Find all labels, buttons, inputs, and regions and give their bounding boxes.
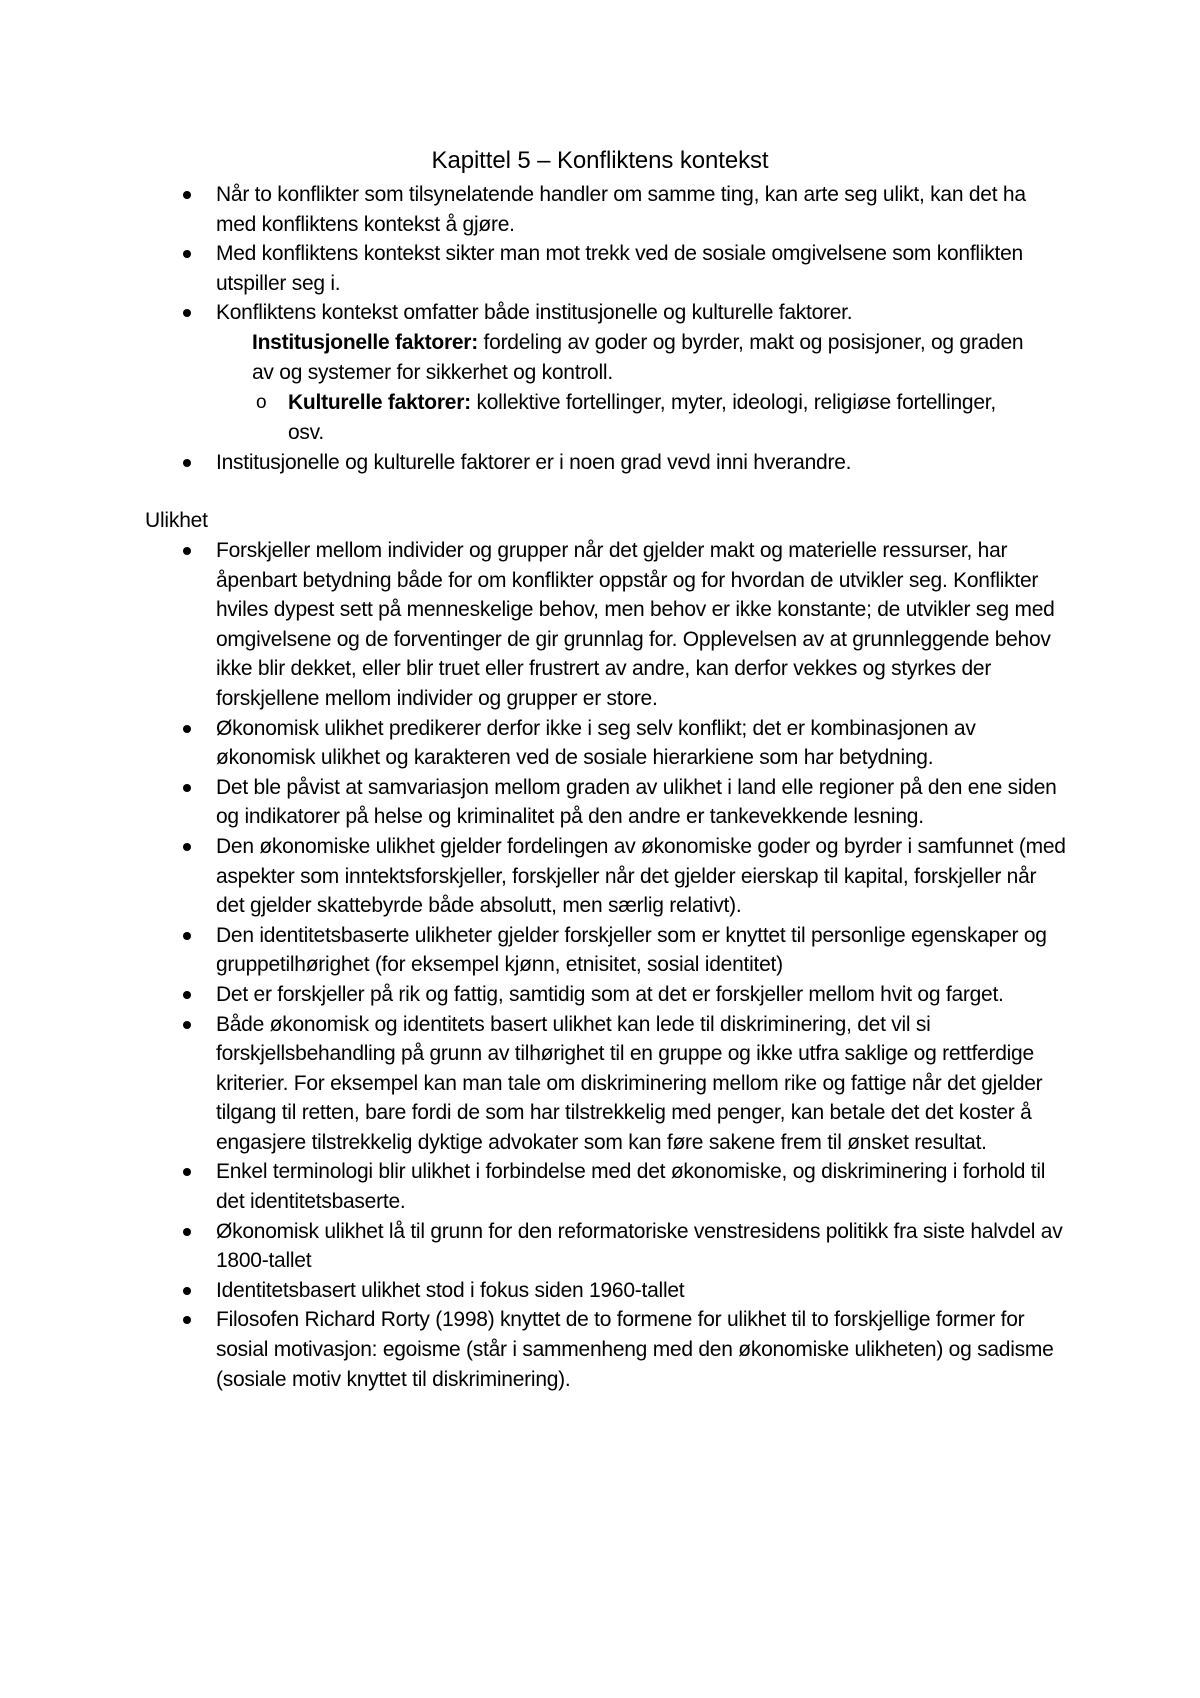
list-item (0, 773, 1066, 832)
list-item (0, 1010, 1066, 1158)
list-item-text: Med konfliktens kontekst sikter man mot trekk ved de sosiale omgivelsene som konflikten utspiller seg i. (216, 242, 1023, 295)
cultural-factors-term: Kulturelle faktorer: (288, 391, 471, 414)
bullet-icon (183, 784, 191, 792)
list-item-text: Når to konflikter som tilsynelatende handler om samme ting, kan arte seg ulikt, kan det ha med konfliktens kontekst å gjøre. (216, 183, 1026, 236)
list-item-text: Både økonomisk og identitets basert ulikhet kan lede til diskriminering, det vil si forskjellsbehandling på grunn av tilhørighet til en gruppe og ikke utfra saklige og rettferdige kriterier. For eksempel kan man tale om diskriminering mellom rike og fattige når det gjelder tilgang til retten, bare fordi de som har tilstrekkelig med penger, kan betale det det koster å engasjere tilstrekkelig dyktige advokater som kan føre sakene frem til ønsket resultat. (216, 1012, 1043, 1154)
circle-bullet-icon: o (256, 392, 267, 413)
bullet-icon (183, 1316, 191, 1324)
bullet-icon (183, 991, 191, 999)
list-item-text: Institusjonelle og kulturelle faktorer er i noen grad vevd inni hverandre. (216, 451, 852, 474)
list-item (0, 1276, 1066, 1306)
cultural-factors-text: kollektive fortellinger, myter, ideologi, religiøse fortellinger, osv. (288, 391, 996, 444)
list-item (0, 239, 1066, 298)
list-item (0, 921, 1066, 980)
institutional-factors-text: fordeling av goder og byrder, makt og posisjoner, og graden av og systemer for sikkerhet og kontroll. (252, 331, 1024, 384)
list-item (0, 1217, 1066, 1276)
list-item (0, 298, 1066, 328)
bullet-icon (183, 191, 191, 199)
list-item-text: Forskjeller mellom individer og grupper når det gjelder makt og materielle ressurser, har åpenbart betydning både for om konflikter oppstår og for hvordan de utvikler seg. Konflikter hviles dypest sett på menneskelige behov, men behov er ikke konstante; de utvikler seg med omgivelsene og de forventinger de gir grunnlag for. Opplevelsen av at grunnleggende behov ikke blir dekket, eller blir truet eller frustrert av andre, kan derfor vekkes og styrkes der forskjellene mellom individer og grupper er store. (216, 539, 1055, 710)
list-item-text: Den identitetsbaserte ulikheter gjelder forskjeller som er knyttet til personlige egenskaper og gruppetilhørighet (for eksempel kjønn, etnisitet, sosial identitet) (216, 923, 1047, 977)
bullet-icon (183, 459, 191, 467)
ulikhet-bullet-list (0, 536, 1066, 1394)
list-item-text: Filosofen Richard Rorty (1998) knyttet de to formene for ulikhet til to forskjellige former for sosial motivasjon: egoisme (står i sammenheng med den økonomiske ulikheten) og sadisme (sosiale motiv knyttet til diskriminering). (216, 1308, 1054, 1391)
list-item (0, 1157, 1066, 1216)
list-item (0, 832, 1066, 921)
cultural-factors-item (256, 388, 1008, 447)
list-item-text: Økonomisk ulikhet lå til grunn for den reformatoriske venstresidens politikk fra siste halvdel av 1800-tallet (216, 1219, 1063, 1273)
bullet-icon (183, 547, 191, 555)
bullet-icon (183, 843, 191, 851)
bullet-icon (183, 725, 191, 733)
bullet-icon (183, 1021, 191, 1029)
bullet-icon (183, 250, 191, 258)
list-item (0, 180, 1066, 239)
bullet-icon (183, 309, 191, 317)
institutional-factors-item (252, 328, 1042, 387)
list-item (0, 448, 1066, 478)
list-item-text: Enkel terminologi blir ulikhet i forbindelse med det økonomiske, og diskriminering i forhold til det identitetsbaserte. (216, 1160, 1046, 1214)
page-title: Kapittel 5 – Konfliktens kontekst (431, 147, 769, 174)
institutional-factors-term: Institusjonelle faktorer: (252, 331, 478, 354)
list-item-text: Økonomisk ulikhet predikerer derfor ikke i seg selv konflikt; det er kombinasjonen av økonomisk ulikhet og karakteren ved de sosiale hierarkiene som har betydning. (216, 716, 976, 770)
bullet-icon (183, 1228, 191, 1236)
list-item (0, 536, 1066, 714)
list-item-text: Konfliktens kontekst omfatter både institusjonelle og kulturelle faktorer. (216, 301, 853, 325)
bullet-icon (183, 932, 191, 940)
list-item-text: Det ble påvist at samvariasjon mellom graden av ulikhet i land elle regioner på den ene siden og indikatorer på helse og kriminalitet på den andre er tankevekkende lesning. (216, 775, 1057, 829)
list-item-text: Identitetsbasert ulikhet stod i fokus siden 1960-tallet (216, 1278, 685, 1302)
list-item (0, 714, 1066, 773)
bullet-icon (183, 1168, 191, 1176)
intro-bullet-list (0, 180, 1066, 328)
list-item (0, 1305, 1066, 1394)
closing-bullet-list (0, 448, 1066, 478)
list-item-text: Den økonomiske ulikhet gjelder fordelingen av økonomiske goder og byrder i samfunnet (med aspekter som inntektsforskjeller, forskjeller når det gjelder eierskap til kapital, forskjeller når det gjelder skattebyrde både absolutt, men særlig relativt). (216, 834, 1066, 918)
section-heading-ulikhet: Ulikhet (145, 509, 208, 532)
bullet-icon (183, 1287, 191, 1295)
list-item-text: Det er forskjeller på rik og fattig, samtidig som at det er forskjeller mellom hvit og farget. (216, 982, 1004, 1006)
list-item (0, 980, 1066, 1010)
